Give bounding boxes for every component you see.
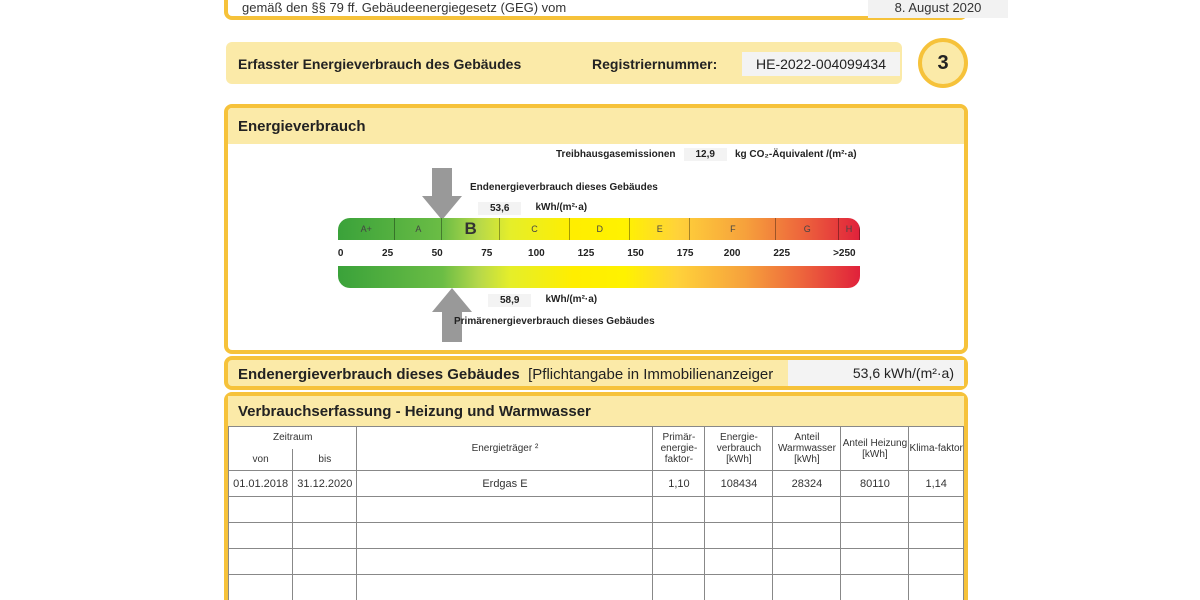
- scale-tick-label: 100: [528, 248, 545, 259]
- cell-klima: [909, 523, 964, 549]
- final-energy-summary-box: [224, 356, 968, 390]
- efficiency-class-g: G: [776, 218, 839, 240]
- table-row: [229, 575, 964, 600]
- final-energy-summary-value: 53,6 kWh/(m²·a): [788, 360, 964, 386]
- cell-traeger: [357, 575, 653, 600]
- scale-tick-label: 25: [382, 248, 394, 259]
- cell-heizung: [841, 575, 909, 600]
- col-from: von: [229, 449, 293, 471]
- greenhouse-gas-row: [556, 148, 857, 161]
- efficiency-scale-numbers: [338, 248, 860, 262]
- ghg-unit: kg CO₂-Äquivalent /(m²·a): [734, 149, 857, 160]
- cell-verbrauch: [705, 497, 773, 523]
- cell-faktor: [653, 549, 705, 575]
- ghg-label: Treibhausgasemissionen: [556, 149, 676, 160]
- cell-klima: [909, 575, 964, 600]
- section-header-bar: [226, 42, 902, 84]
- cell-faktor: 1,10: [653, 471, 705, 497]
- efficiency-gradient-bar: [338, 266, 860, 288]
- ghg-value: 12,9: [684, 148, 727, 161]
- col-to: bis: [293, 449, 357, 471]
- legal-basis-text: gemäß den §§ 79 ff. Gebäudeenergiegesetz (GEG) vom: [242, 0, 567, 15]
- cell-warmwasser: [773, 497, 841, 523]
- primary-energy-unit: kWh/(m²·a): [545, 294, 598, 305]
- cell-bis: [293, 523, 357, 549]
- scale-tick-label: 175: [676, 248, 694, 259]
- cell-traeger: Erdgas E: [357, 471, 653, 497]
- consumption-table: [228, 426, 964, 600]
- efficiency-class-h: H: [839, 218, 860, 240]
- efficiency-class-c: C: [500, 218, 570, 240]
- cell-warmwasser: [773, 523, 841, 549]
- col-energy-carrier: Energieträger ²: [357, 427, 653, 471]
- consumption-record-box: [224, 392, 968, 600]
- efficiency-class-b: B: [442, 218, 499, 240]
- energy-box-title: Energieverbrauch: [228, 108, 964, 144]
- cell-traeger: [357, 549, 653, 575]
- table-row: [229, 471, 964, 497]
- legal-basis-date: 8. August 2020: [868, 0, 1008, 18]
- final-energy-value: 53,6: [478, 202, 521, 215]
- cell-faktor: [653, 575, 705, 600]
- col-primary-factor: Primär-energie-faktor-: [653, 427, 705, 471]
- primary-energy-label: Primärenergieverbrauch dieses Gebäudes: [454, 316, 655, 327]
- scale-tick-label: 50: [431, 248, 443, 259]
- scale-tick-label: 0: [337, 248, 344, 259]
- col-period: Zeitraum: [229, 427, 357, 449]
- primary-energy-value: 58,9: [488, 294, 531, 307]
- cell-warmwasser: 28324: [773, 471, 841, 497]
- legal-basis-box: [224, 0, 982, 20]
- cell-faktor: [653, 523, 705, 549]
- table-row: [229, 523, 964, 549]
- cell-von: [229, 549, 293, 575]
- efficiency-class-f: F: [690, 218, 776, 240]
- final-energy-summary-label: Endenergieverbrauch dieses Gebäudes [Pflichtangabe in Immobilienanzeiger: [238, 366, 774, 383]
- cell-heizung: [841, 497, 909, 523]
- cell-heizung: [841, 523, 909, 549]
- col-consumption: Energie-verbrauch [kWh]: [705, 427, 773, 471]
- cell-von: [229, 523, 293, 549]
- cell-verbrauch: [705, 575, 773, 600]
- cell-heizung: [841, 549, 909, 575]
- col-climate-factor: Klima-faktor: [909, 427, 964, 471]
- cell-von: 01.01.2018: [229, 471, 293, 497]
- cell-verbrauch: [705, 549, 773, 575]
- energy-consumption-box: [224, 104, 968, 354]
- final-energy-value-row: [478, 202, 587, 215]
- cell-von: [229, 497, 293, 523]
- cell-bis: 31.12.2020: [293, 471, 357, 497]
- efficiency-class-a: A: [395, 218, 442, 240]
- registration-label: Registriernummer:: [592, 56, 718, 72]
- cell-bis: [293, 549, 357, 575]
- cell-warmwasser: [773, 575, 841, 600]
- table-row: [229, 549, 964, 575]
- cell-heizung: 80110: [841, 471, 909, 497]
- efficiency-class-scale: [338, 218, 860, 240]
- cell-traeger: [357, 523, 653, 549]
- consumption-record-title: Verbrauchserfassung - Heizung und Warmwasser: [228, 396, 964, 426]
- efficiency-class-e: E: [630, 218, 690, 240]
- efficiency-class-aplus: A+: [338, 218, 395, 240]
- cell-bis: [293, 575, 357, 600]
- col-heating: Anteil Heizung [kWh]: [841, 427, 909, 471]
- final-energy-unit: kWh/(m²·a): [535, 202, 588, 213]
- cell-von: [229, 575, 293, 600]
- scale-tick-label: 150: [627, 248, 644, 259]
- scale-tick-label: 225: [773, 248, 791, 259]
- cell-klima: [909, 497, 964, 523]
- cell-klima: 1,14: [909, 471, 964, 497]
- cell-klima: [909, 549, 964, 575]
- cell-verbrauch: 108434: [705, 471, 773, 497]
- page-number-badge: 3: [918, 38, 968, 88]
- cell-traeger: [357, 497, 653, 523]
- registration-number: HE-2022-004099434: [742, 52, 900, 76]
- cell-warmwasser: [773, 549, 841, 575]
- col-hot-water: Anteil Warmwasser [kWh]: [773, 427, 841, 471]
- cell-bis: [293, 497, 357, 523]
- final-energy-label: Endenergieverbrauch dieses Gebäudes: [470, 182, 658, 193]
- table-row: [229, 497, 964, 523]
- scale-tick-label: 200: [723, 248, 741, 259]
- scale-tick-label: 75: [481, 248, 493, 259]
- scale-tick-label: 125: [577, 248, 595, 259]
- cell-verbrauch: [705, 523, 773, 549]
- primary-energy-value-row: [488, 294, 597, 307]
- efficiency-class-d: D: [570, 218, 630, 240]
- cell-faktor: [653, 497, 705, 523]
- scale-tick-label: >250: [833, 248, 856, 259]
- section-title: Erfasster Energieverbrauch des Gebäudes: [238, 56, 522, 72]
